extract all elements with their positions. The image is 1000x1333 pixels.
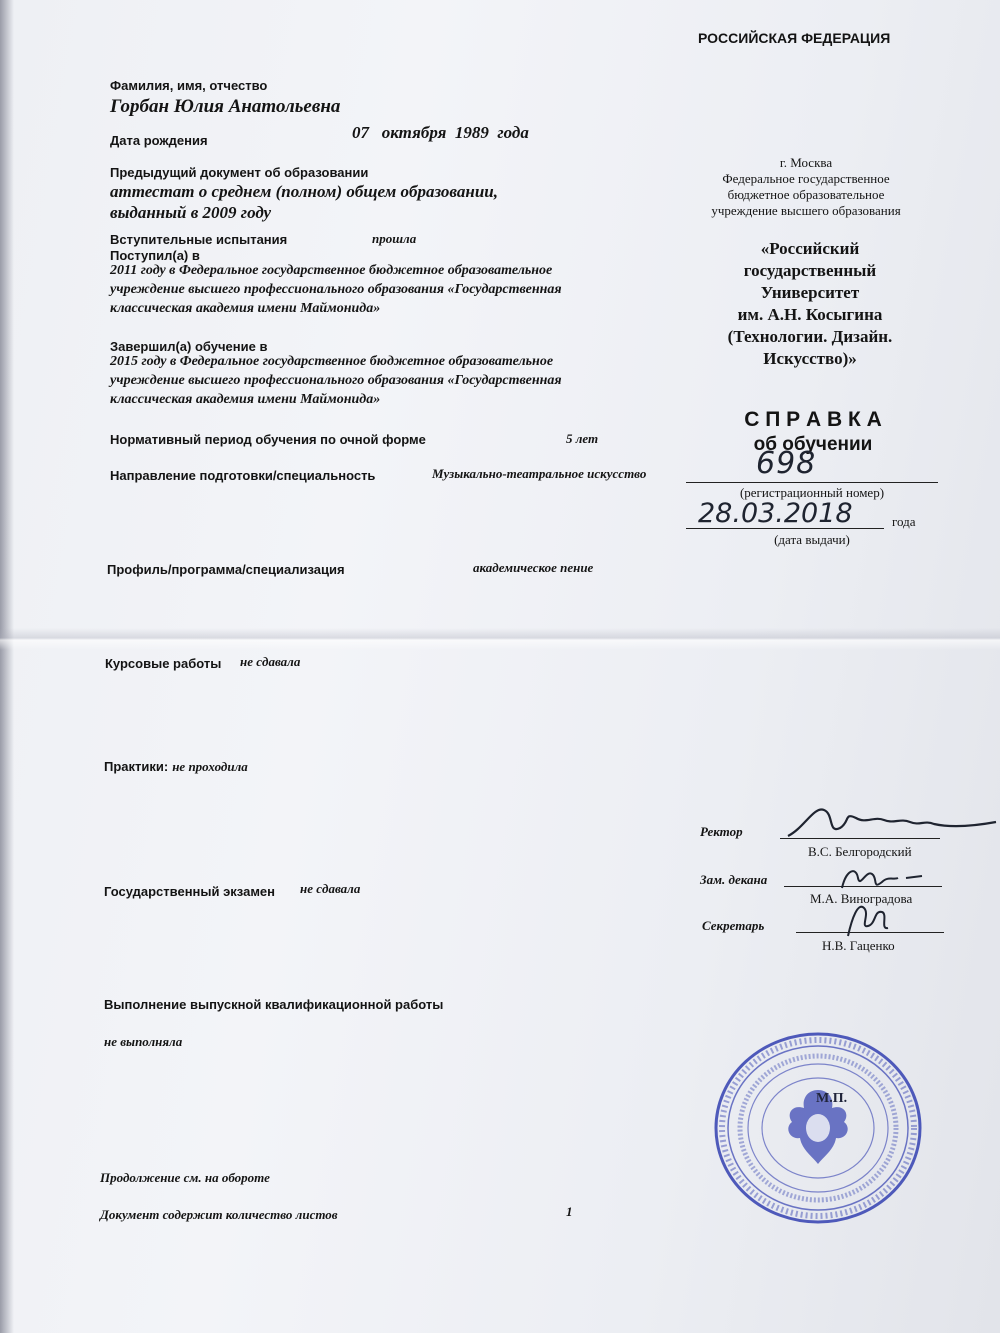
practice-label: Практики: [104,759,169,774]
issuer-city: г. Москва [779,155,833,170]
secretary-name: Н.В. Гаценко [822,938,895,953]
reg-number-line [686,482,938,483]
enrolled-line1: 2011 году в Федеральное государственное бюджетное образовательное [110,263,553,278]
issuer-line1: Федеральное государственное [722,171,890,186]
birth-suffix: года [497,123,529,142]
state-exam-label: Государственный экзамен [104,884,276,899]
prev-doc-line1: аттестат о среднем (полном) общем образовании, [110,182,498,201]
period-label: Нормативный период обучения по очной форме [110,432,426,447]
paper-fold [0,628,1000,650]
birth-label: Дата рождения [110,133,208,148]
issue-year-suffix: года [892,514,916,529]
profile-label: Профиль/программа/специализация [107,562,345,577]
university-name-4: им. А.Н. Косыгина [737,305,883,324]
birth-day: 07 [352,123,369,142]
thesis-label: Выполнение выпускной квалификационной работы [104,997,444,1012]
university-name-6: Искусство)» [763,349,857,368]
fio-value: Горбан Юлия Анатольевна [110,96,341,117]
period-value: 5 лет [566,431,599,446]
certificate-title: С П Р А В К А [744,408,882,431]
finished-line2: учреждение высшего профессионального образования «Государственная [110,373,562,388]
prev-doc-label: Предыдущий документ об образовании [110,165,369,180]
birth-month: октября [381,123,447,142]
certificate-subtitle: об обучении [753,434,873,455]
entrance-value: прошла [372,231,417,246]
official-seal-stamp [712,1030,924,1226]
reg-caption: (регистрационный номер) [739,485,885,500]
birth-year: 1989 [454,123,489,142]
birth-date [352,123,529,143]
deputy-name: М.А. Виноградова [810,891,913,906]
issue-date-line [686,528,884,529]
direction-value: Музыкально-театральное искусство [432,466,647,481]
page-shadow [0,0,14,1333]
direction-label: Направление подготовки/специальность [110,468,376,483]
state-exam-value: не сдавала [300,881,361,896]
reg-number-handwritten: 698 [756,446,817,481]
finished-label: Завершил(а) обучение в [110,339,268,354]
issuer-line3: учреждение высшего образования [711,203,901,218]
country-header: РОССИЙСКАЯ ФЕДЕРАЦИЯ [698,30,891,46]
enrolled-line2: учреждение высшего профессионального образования «Государственная [110,282,562,297]
date-caption: (дата выдачи) [774,532,850,547]
sheets-value: 1 [566,1204,573,1219]
issuer-line2: бюджетное образовательное [727,187,885,202]
continued-note: Продолжение см. на обороте [100,1170,270,1185]
deputy-label: Зам. декана [700,872,768,887]
university-name-2: государственный [743,261,877,280]
rector-label: Ректор [700,824,743,839]
secretary-signature [838,898,898,942]
practice-row [104,758,248,776]
enrolled-label: Поступил(а) в [110,248,200,263]
thesis-value: не выполняла [104,1034,183,1049]
issue-date-handwritten: 28.03.2018 [698,498,853,529]
stamp-mp: М.П. [816,1091,848,1106]
prev-doc-line2: выданный в 2009 году [110,203,272,222]
university-name-1: «Российский [760,239,860,258]
sheets-label: Документ содержит количество листов [100,1207,338,1222]
university-name-5: (Технологии. Дизайн. [727,327,893,346]
profile-value: академическое пение [473,560,594,575]
entrance-label: Вступительные испытания [110,232,288,247]
enrolled-line3: классическая академия имени Маймонида» [110,301,381,316]
university-name-3: Университет [760,283,860,302]
fio-label: Фамилия, имя, отчество [110,78,268,93]
coursework-value: не сдавала [240,654,301,669]
coursework-label: Курсовые работы [105,656,222,671]
secretary-label: Секретарь [702,918,765,933]
rector-signature [784,798,1000,846]
practice-value: не проходила [172,759,248,774]
finished-line1: 2015 году в Федеральное государственное бюджетное образовательное [110,354,554,369]
finished-line3: классическая академия имени Маймонида» [110,392,381,407]
rector-name: В.С. Белгородский [808,844,912,859]
